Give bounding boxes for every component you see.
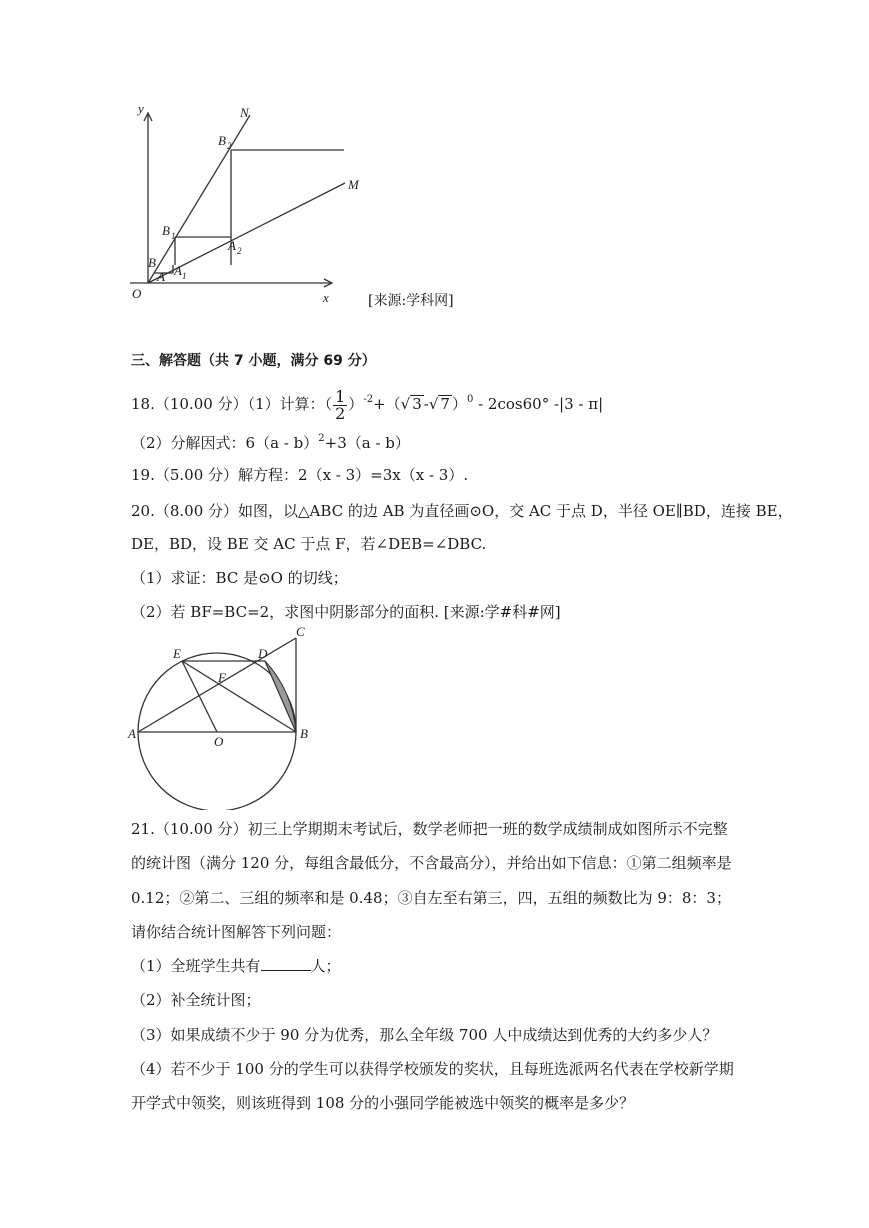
- question-21-part4-line2: 开学式中领奖，则该班得到 108 分的小强同学能被选中领奖的概率是多少？: [131, 1094, 635, 1112]
- question-21-line3: 0.12；②第二、三组的频率和是 0.48；③自左至右第三，四，五组的频数比为 9：8：3；: [131, 889, 731, 907]
- question-21-part1: （1）全班学生共有 人；: [131, 957, 341, 975]
- fig1-source: [来源:学科网]: [368, 293, 454, 309]
- label-o: O: [214, 734, 224, 749]
- svg-text:2: 2: [227, 141, 232, 151]
- label-n: N: [240, 105, 249, 120]
- question-18: 18.（10.00 分）（1）计算：（ $\frac{1}{2}$ ）$^{-2}$+（√ 3 -√ 7 ）$^0$ - 2cos60° -|3 - π|: [131, 386, 604, 423]
- answer-blank: [261, 956, 311, 971]
- fraction-one-half: $\frac{1}{2}$: [335, 386, 346, 423]
- label-c: C: [296, 624, 305, 639]
- staircase-figure: [110, 95, 370, 310]
- q20-source: [来源:学#科#网]: [443, 603, 561, 621]
- question-21-line4: 请你结合统计图解答下列问题：: [131, 923, 342, 941]
- question-21-line2: 的统计图（满分 120 分，每组含最低分，不含最高分），并给出如下信息：①第二组频率是: [131, 854, 732, 872]
- shaded-region: [265, 661, 296, 732]
- label-y: y: [138, 101, 144, 116]
- label-x: x: [323, 290, 329, 305]
- question-20-line1: 20.（8.00 分）如图，以△ABC 的边 AB 为直径画⊙O，交 AC 于点 D，半径 OE∥BD，连接 BE，: [131, 502, 793, 520]
- question-21-line1: 21.（10.00 分）初三上学期期末考试后，数学老师把一班的数学成绩制成如图所示不完整: [131, 820, 728, 838]
- label-b: B: [148, 255, 156, 270]
- question-21-part3: （3）如果成绩不少于 90 分为优秀，那么全年级 700 人中成绩达到优秀的大约多少人？: [131, 1026, 718, 1044]
- label-d: D: [258, 646, 268, 661]
- sqrt-7: 7: [440, 395, 450, 413]
- question-19: 19.（5.00 分）解方程：2（x - 3）=3x（x - 3）.: [131, 466, 469, 484]
- svg-text:1: 1: [182, 271, 187, 281]
- label-b2: B: [218, 133, 226, 148]
- label-a1: A: [174, 263, 182, 278]
- label-f: F: [218, 670, 226, 685]
- section-heading: 三、解答题（共 7 小题，满分 69 分）: [131, 353, 376, 369]
- question-21-part2: （2）补全统计图；: [131, 991, 261, 1009]
- label-b1: B: [162, 223, 170, 238]
- question-18-part2: （2）分解因式：6（a - b）$^2$+3（a - b）: [131, 433, 410, 452]
- label-m: M: [348, 177, 359, 192]
- sqrt-3: 3: [412, 395, 422, 413]
- question-21-part4-line1: （4）若不少于 100 分的学生可以获得学校颁发的奖状，且每班选派两名代表在学校新学期: [131, 1060, 734, 1078]
- circle-figure: [120, 620, 325, 810]
- question-20-part2: （2）若 BF=BC=2，求图中阴影部分的面积. [来源:学#科#网]: [131, 603, 561, 621]
- question-20-line2: DE，BD，设 BE 交 AC 于点 F，若∠DEB=∠DBC.: [131, 535, 487, 553]
- label-b: B: [300, 726, 308, 741]
- label-o: O: [132, 286, 142, 301]
- label-a2: A: [228, 238, 236, 253]
- label-e: E: [173, 646, 181, 661]
- svg-text:1: 1: [171, 231, 176, 241]
- label-a: A: [157, 269, 165, 284]
- svg-text:2: 2: [237, 246, 242, 256]
- label-a: A: [128, 726, 136, 741]
- question-20-part1: （1）求证：BC 是⊙O 的切线；: [131, 569, 348, 587]
